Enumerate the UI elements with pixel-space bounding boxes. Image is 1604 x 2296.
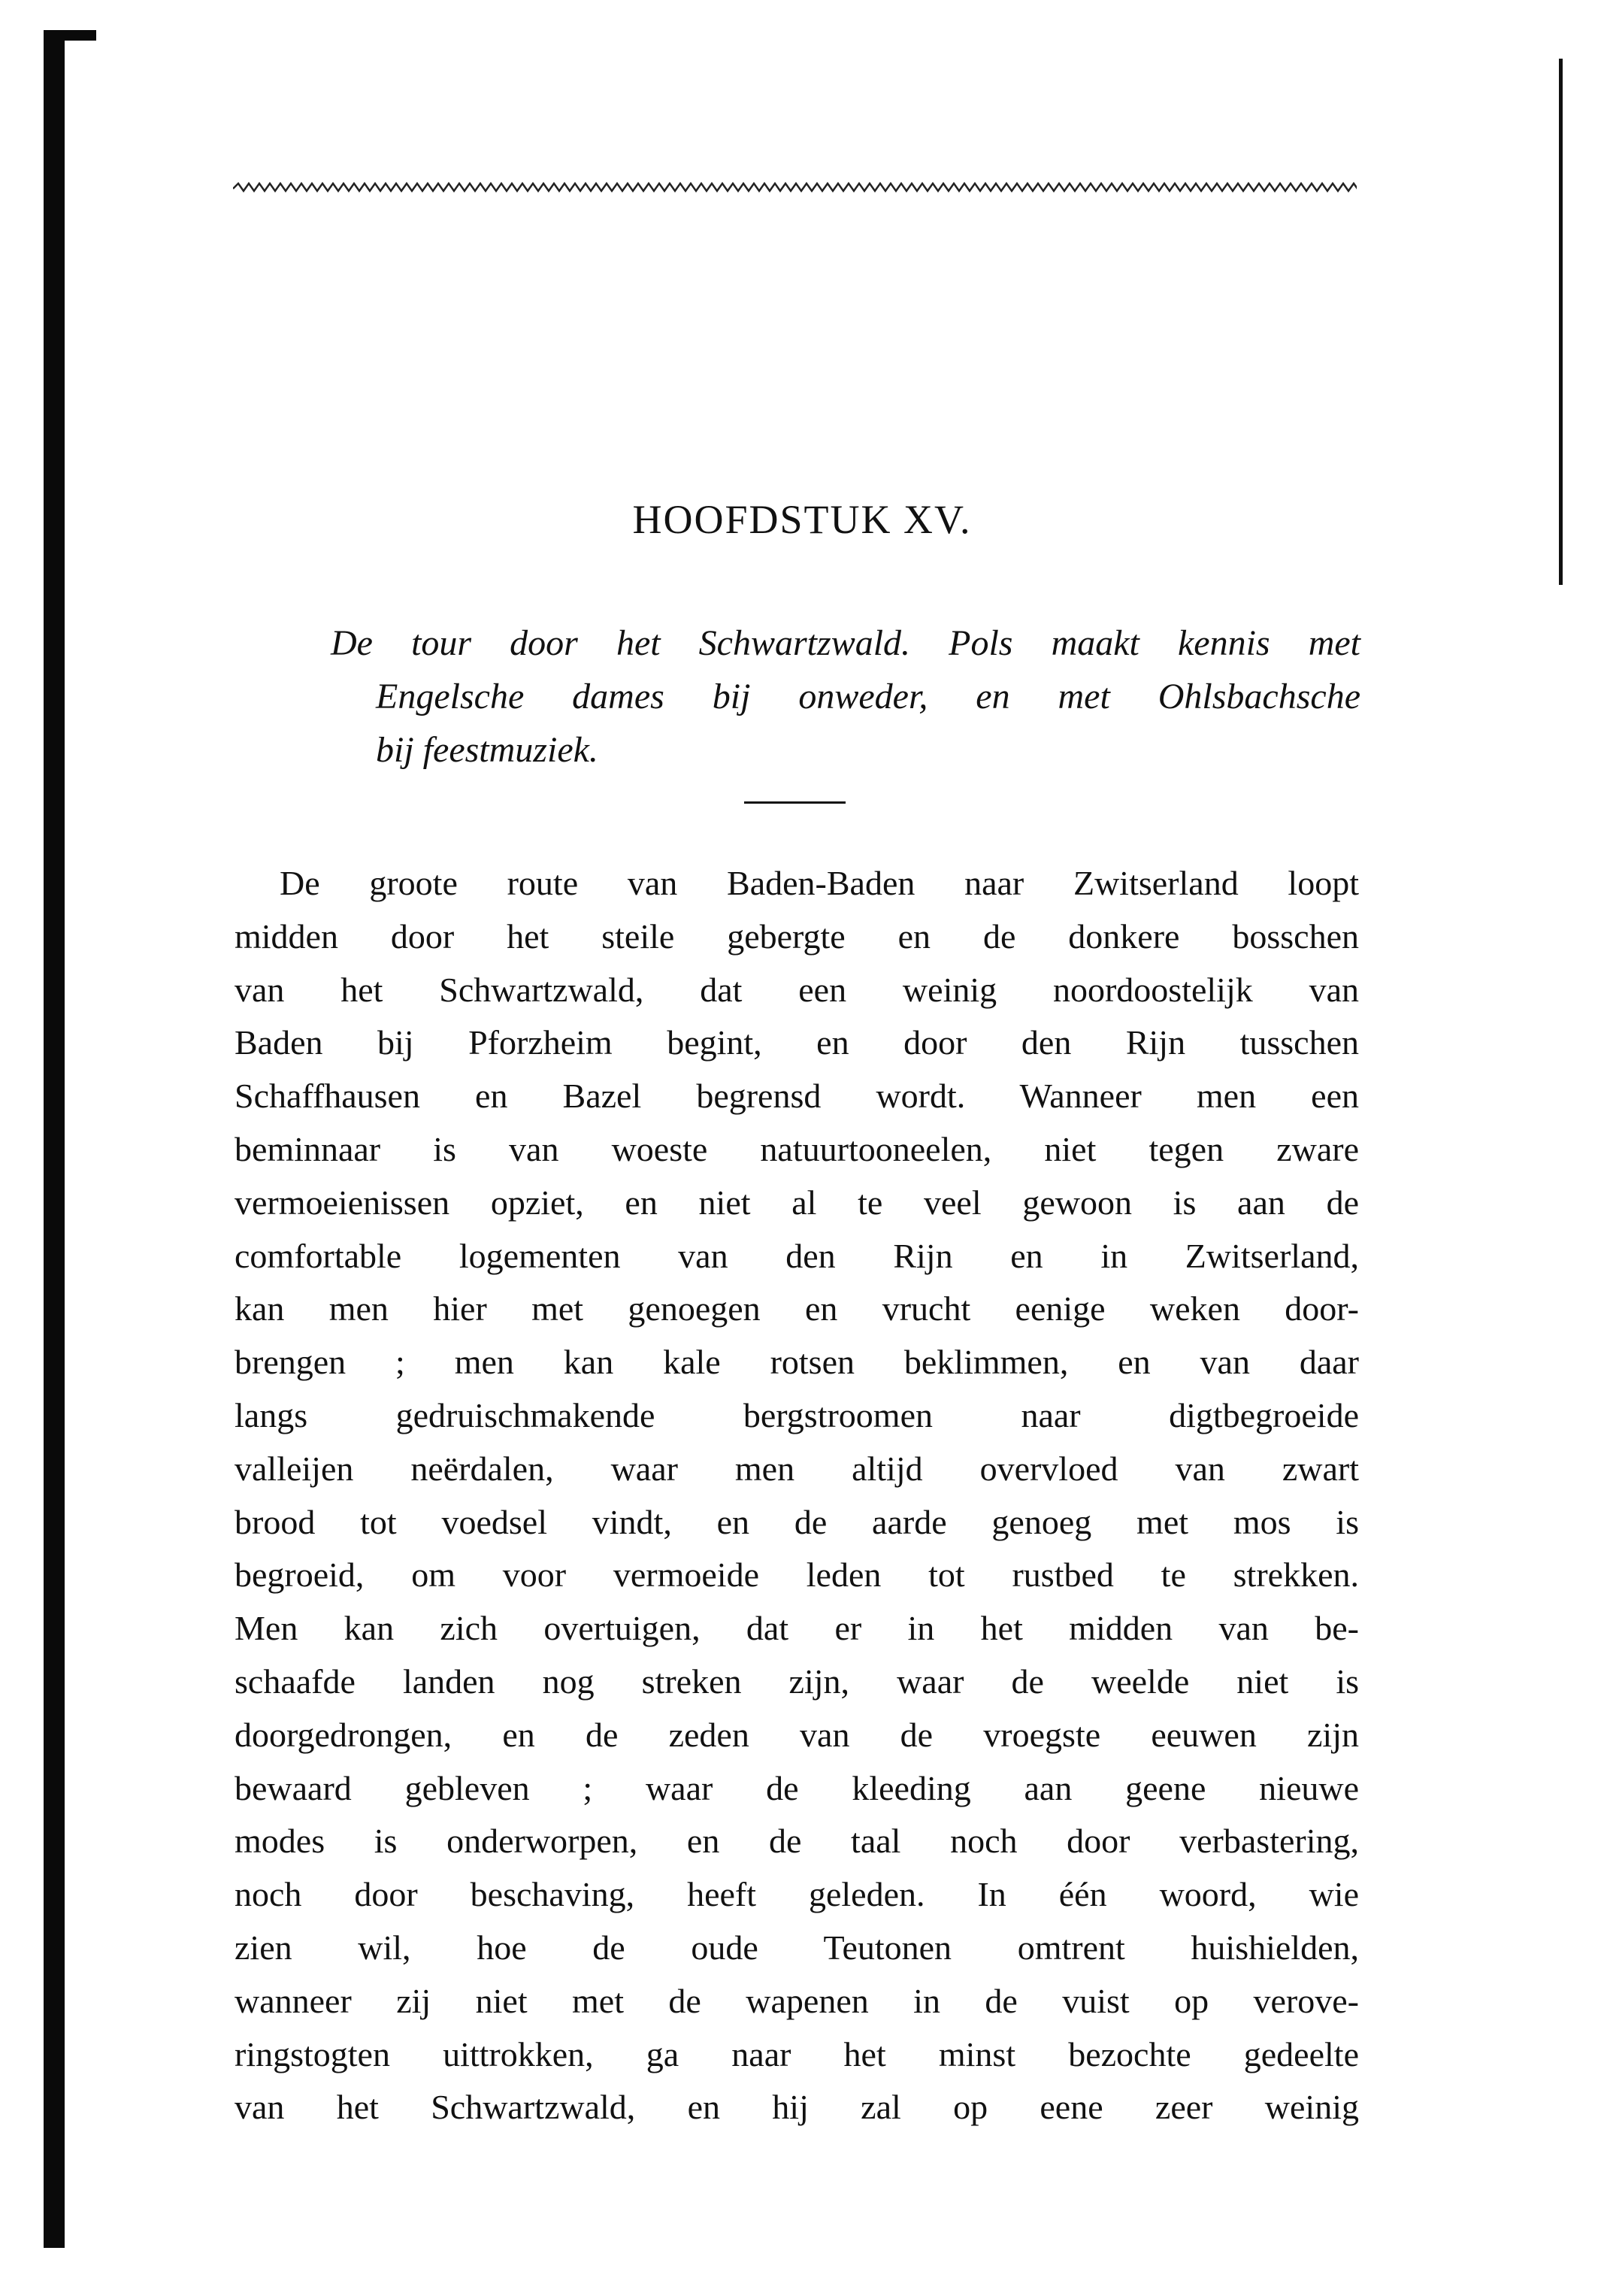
body-line: van het Schwartzwald, dat een weinig noordoostelijk van — [235, 970, 1359, 1009]
body-line: noch door beschaving, heeft geleden. In één woord, wie — [235, 1875, 1359, 1914]
summary-line: De tour door het Schwartzwald. Pols maakt kennis met — [331, 623, 1360, 663]
chapter-summary — [331, 616, 1360, 777]
body-line: ringstogten uittrokken, ga naar het minst bezochte gedeelte — [235, 2034, 1359, 2073]
body-line: wanneer zij niet met de wapenen in de vuist op verove- — [235, 1981, 1359, 2020]
body-line: zien wil, hoe de oude Teutonen omtrent huishielden, — [235, 1928, 1359, 1967]
body-line: Men kan zich overtuigen, dat er in het midden van be- — [235, 1609, 1359, 1648]
body-line: begroeid, om voor vermoeide leden tot rustbed te strekken. — [235, 1555, 1359, 1595]
wavy-ornament-rule — [233, 180, 1357, 197]
body-line: Baden bij Pforzheim begint, en door den Rijn tusschen — [235, 1023, 1359, 1062]
body-line: van het Schwartzwald, en hij zal op eene zeer weinig — [235, 2088, 1359, 2127]
body-line: De groote route van Baden-Baden naar Zwitserland loopt — [280, 864, 1359, 902]
section-divider — [744, 801, 846, 804]
body-line: doorgedrongen, en de zeden van de vroegste eeuwen zijn — [235, 1715, 1359, 1754]
body-line: comfortable logementen van den Rijn en in Zwitserland, — [235, 1236, 1359, 1275]
page-binding-corner — [44, 30, 96, 41]
body-line: kan men hier met genoegen en vrucht eenige weken door- — [235, 1289, 1359, 1328]
body-line: modes is onderworpen, en de taal noch door verbastering, — [235, 1822, 1359, 1861]
body-line: langs gedruischmakende bergstroomen naar digtbegroeide — [235, 1395, 1359, 1434]
body-line: Schaffhausen en Bazel begrensd wordt. Wanneer men een — [235, 1077, 1359, 1116]
body-line: beminnaar is van woeste natuurtooneelen, niet tegen zware — [235, 1129, 1359, 1168]
body-line: bewaard gebleven ; waar de kleeding aan geene nieuwe — [235, 1768, 1359, 1807]
body-line: schaafde landen nog streken zijn, waar de weelde niet is — [235, 1661, 1359, 1701]
body-line: midden door het steile gebergte en de donkere bosschen — [235, 916, 1359, 956]
body-text — [235, 857, 1359, 2134]
chapter-heading: HOOFDSTUK XV. — [632, 497, 972, 542]
body-line: vermoeienissen opziet, en niet al te veel gewoon is aan de — [235, 1183, 1359, 1222]
body-line: brengen ; men kan kale rotsen beklimmen, en van daar — [235, 1343, 1359, 1382]
body-line: brood tot voedsel vindt, en de aarde genoeg met mos is — [235, 1502, 1359, 1541]
body-line: valleijen neërdalen, waar men altijd overvloed van zwart — [235, 1449, 1359, 1488]
summary-line: Engelsche dames bij onweder, en met Ohlsbachsche — [376, 677, 1360, 716]
summary-line: bij feestmuziek. — [376, 730, 598, 770]
page-binding-edge — [44, 30, 65, 2248]
